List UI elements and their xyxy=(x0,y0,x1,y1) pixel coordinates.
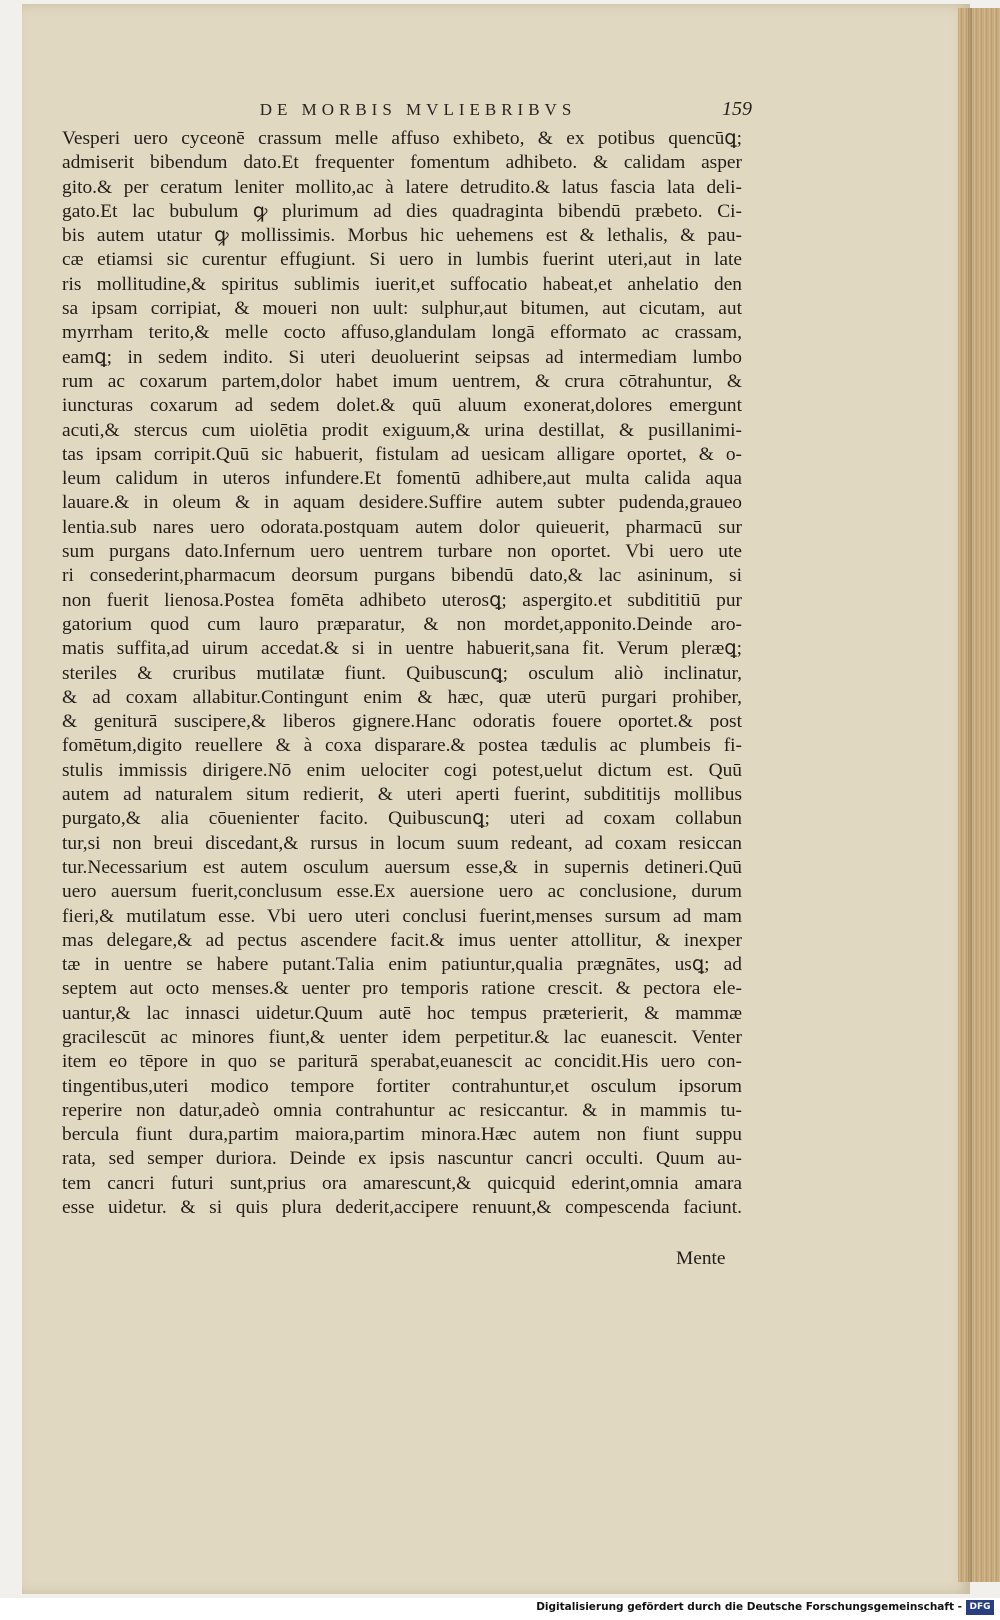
text-line: Vesperi uero cyceonē crassum melle affuso exhibeto, & ex potibus quencūꝗ; xyxy=(62,128,742,149)
text-line: ri consederint,pharmacum deorsum purgans bibendū dato,& lac asininum, si xyxy=(62,565,742,587)
text-line: ris mollitudine,& spiritus sublimis iuerit,et suffocatio habeat,et anhelatio den xyxy=(62,273,742,295)
text-line: autem ad naturalem situm redierit, & uteri aperti fuerint, subdititijs mollibus xyxy=(62,784,742,806)
page-edges xyxy=(958,8,1000,1582)
text-line: purgato,& alia cōuenienter facito. Quibuscunꝗ; uteri ad coxam collabun xyxy=(62,808,742,830)
text-line: & geniturā suscipere,& liberos gignere.Hanc odoratis fouere oportet.& post xyxy=(62,711,742,733)
text-line: fieri,& mutilatum esse. Vbi uero uteri conclusi fuerint,menses sursum ad mam xyxy=(62,905,742,927)
text-line: tas ipsam corripit.Quū sic habuerit, fistulam ad uesicam alligare oportet, & o- xyxy=(62,443,742,465)
text-line: septem aut octo menses.& uenter pro temporis ratione crescit. & pectora ele- xyxy=(62,978,742,1000)
text-line: tingentibus,uteri modico tempore fortiter contrahuntur,et osculum ipsorum xyxy=(62,1075,742,1097)
text-line: gito.& per ceratum leniter mollito,ac à latere detrudito.& latus fascia lata deli- xyxy=(62,176,742,198)
text-line: admiserit bibendum dato.Et frequenter fomentum adhibeto. & calidam asper xyxy=(62,152,742,174)
running-head: DE MORBIS MVLIEBRIBVS xyxy=(259,100,577,119)
text-line: mas delegare,& ad pectus ascendere facit.& imus uenter attollitur, & inexper xyxy=(62,929,742,951)
body-text xyxy=(62,127,742,1220)
text-line: iuncturas coxarum ad sedem dolet.& quū aluum exonerat,dolores emergunt xyxy=(62,395,742,417)
text-line: & ad coxam allabitur.Contingunt enim & hæc, quæ uterū purgari prohiber, xyxy=(62,686,742,708)
text-line: tur.Necessarium est autem osculum auersum esse,& in supernis detineri.Quū xyxy=(62,856,742,878)
text-line: reperire non datur,adeò omnia contrahuntur ac resiccantur. & in mammis tu- xyxy=(62,1099,742,1121)
text-line: fomētum,digito reuellere & à coxa disparare.& postea tædulis ac plumbeis fi- xyxy=(62,735,742,757)
text-line: matis suffita,ad uirum accedat.& si in uentre habuerit,sana fit. Verum pleræꝗ; xyxy=(62,638,742,660)
text-line: gatorium quod cum lauro præparatur, & non mordet,apponito.Deinde aro- xyxy=(62,613,742,635)
text-line: gato.Et lac bubulum ꝙ plurimum ad dies quadraginta bibendū præbeto. Ci- xyxy=(62,200,742,222)
text-line: non fuerit lienosa.Postea fomēta adhibeto uterosꝗ; aspergito.et subdititiū pur xyxy=(62,589,742,611)
catchword: Mente xyxy=(676,1248,726,1269)
text-line: item eo tēpore in quo se pariturā sperabat,euanescit ac concidit.His uero con- xyxy=(62,1051,742,1073)
dfg-logo: DFG xyxy=(966,1600,994,1615)
text-line: esse uidetur. & si quis plura dederit,accipere renuunt,& compescenda faciunt. xyxy=(62,1197,742,1219)
text-line: lauare.& in oleum & in aquam desidere.Suffire autem subter pudenda,graueo xyxy=(62,492,742,514)
text-line: bis autem utatur ꝙ mollissimis. Morbus hic uehemens est & lethalis, & pau- xyxy=(62,225,742,247)
text-line: rata, sed semper duriora. Deinde ex ipsis nascuntur cancri occulti. Quum au- xyxy=(62,1148,742,1170)
text-line: myrrham terito,& melle cocto affuso,glandulam longā efformato ac crassam, xyxy=(62,322,742,344)
text-line: uantur,& lac innasci uidetur.Quum autē hoc tempus præterierit, & mammæ xyxy=(62,1002,742,1024)
footer-bar xyxy=(0,1598,1000,1620)
text-line: eamꝗ; in sedem indito. Si uteri deuoluerint seipsas ad intermediam lumbo xyxy=(62,346,742,368)
text-line: sum purgans dato.Infernum uero uentrem turbare non oportet. Vbi uero ute xyxy=(62,541,742,563)
text-line: tæ in uentre se habere putant.Talia enim patiuntur,qualia prægnātes, usꝗ; ad xyxy=(62,954,742,976)
page-edge-shadow xyxy=(968,8,972,1582)
text-line: rum ac coxarum partem,dolor habet imum uentrem, & crura cōtrahuntur, & xyxy=(62,370,742,392)
text-line: stulis immissis dirigere.Nō enim uelociter cogi potest,uelut dictum est. Quū xyxy=(62,759,742,781)
text-line: acuti,& stercus cum uiolētia prodit exiguum,& urina destillat, & pusillanimi- xyxy=(62,419,742,441)
text-line: sa ipsam corripiat, & moueri non uult: sulphur,aut bitumen, aut cicutam, aut xyxy=(62,298,742,320)
text-line: tem cancri futuri sunt,prius ora amarescunt,& quicquid ederint,omnia amara xyxy=(62,1172,742,1194)
text-line: leum calidum in uteros infundere.Et fomentū adhibere,aut multa calida aqua xyxy=(62,468,742,490)
text-line: gracilescūt ac minores fiunt,& uenter idem perpetitur.& lac euanescit. Venter xyxy=(62,1026,742,1048)
text-line: tur,si non breui discedant,& rursus in locum suum redeant, ad coxam resiccan xyxy=(62,832,742,854)
folio-number: 159 xyxy=(722,98,752,120)
text-line: steriles & cruribus mutilatæ fiunt. Quibuscunꝗ; osculum aliò inclinatur, xyxy=(62,662,742,684)
text-line: lentia.sub nares uero odorata.postquam autem dolor quieuerit, pharmacū sur xyxy=(62,516,742,538)
text-line: bercula fiunt dura,partim maiora,partim minora.Hæc autem non fiunt suppu xyxy=(62,1124,742,1146)
text-line: cæ etiamsi sic curentur effugiunt. Si uero in lumbis fuerint uteri,aut in late xyxy=(62,249,742,271)
text-line: uero auersum fuerit,conclusum esse.Ex auersione uero ac conclusione, durum xyxy=(62,881,742,903)
funding-credit: Digitalisierung gefördert durch die Deutsche Forschungsgemeinschaft - xyxy=(536,1601,962,1613)
